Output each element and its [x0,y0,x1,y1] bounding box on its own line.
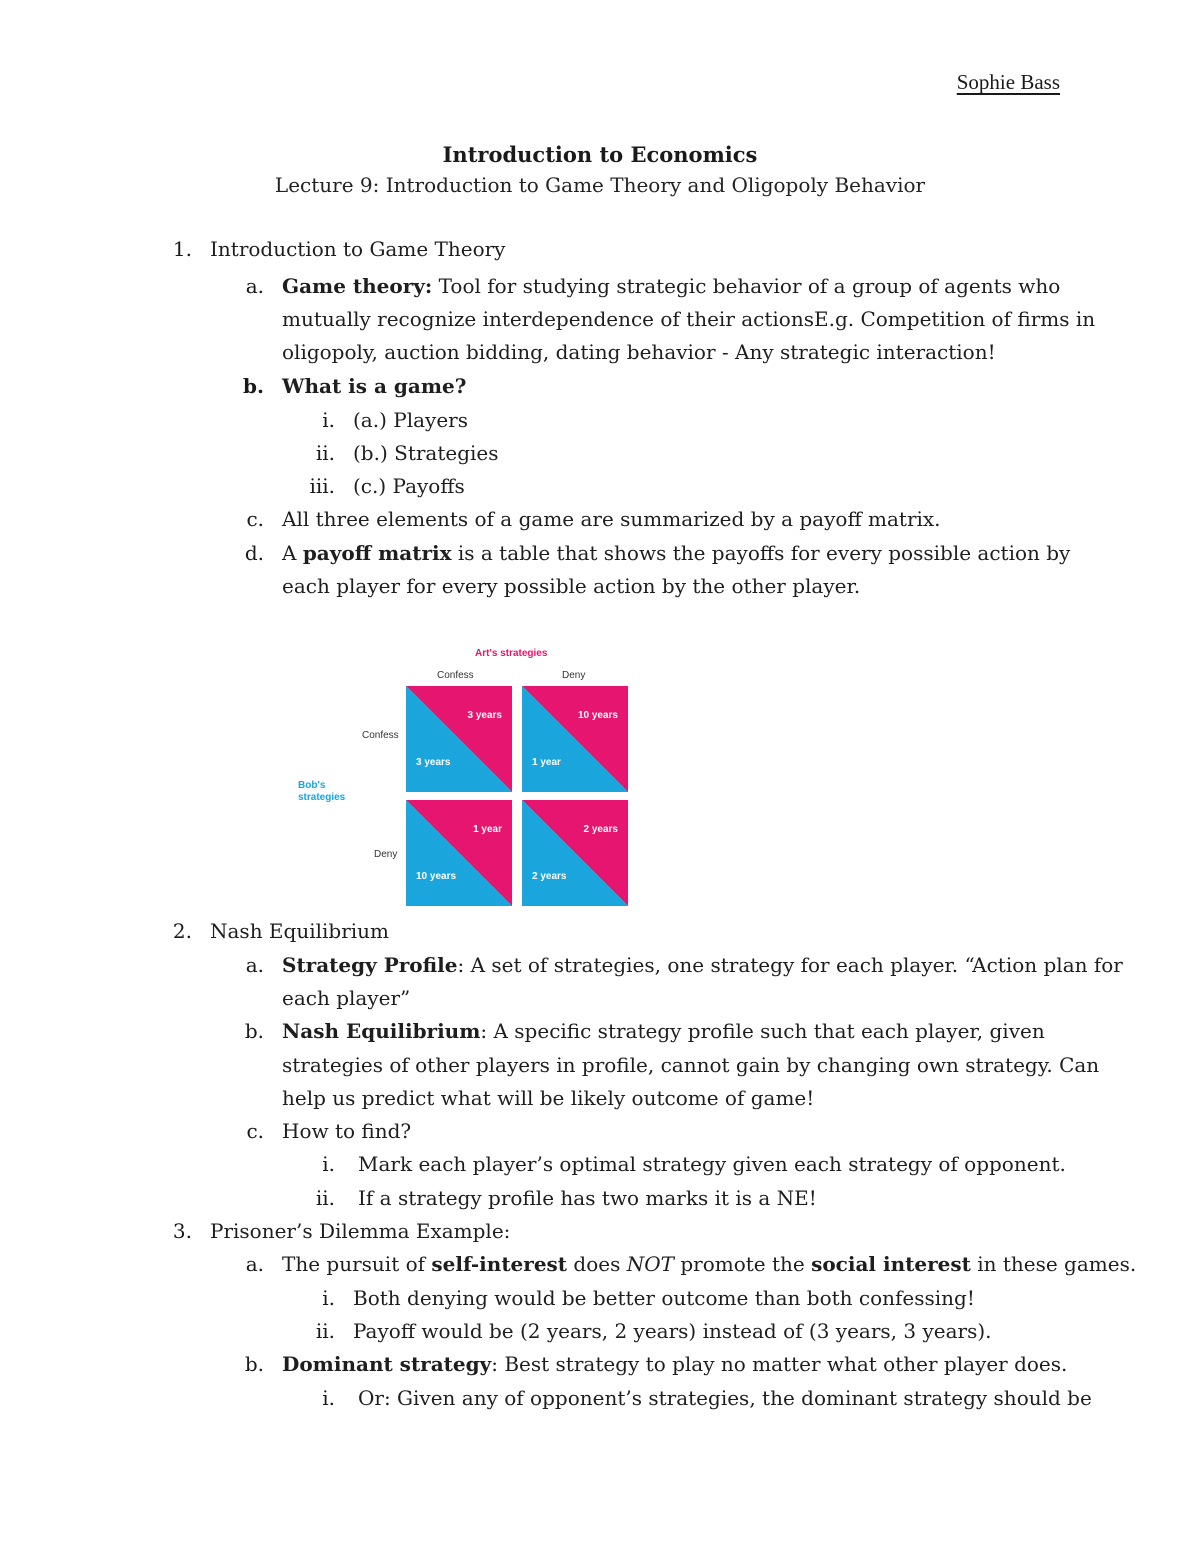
item-label: b. [243,374,264,398]
self-interest-statement [282,1248,1136,1281]
art-payoff: 2 years [583,824,618,835]
term: payoff matrix [302,541,452,565]
payoff-cell [522,686,628,792]
text-line: help us predict what will be likely outcome of game! [282,1086,815,1110]
payoff-cell [406,800,512,906]
item-label: b. [244,1019,264,1043]
list-item: (a.) Players [353,408,468,432]
payoff-cell [406,686,512,792]
text-line: strategies of other players in profile, cannot gain by changing own strategy. Can [282,1053,1100,1077]
payoff-matrix-definition [282,537,1070,570]
list-item: Payoff would be (2 years, 2 years) instead of (3 years, 3 years). [353,1319,992,1343]
subitem-label: ii. [315,1319,335,1343]
row-player-title [298,780,345,804]
strategy-profile-definition [282,949,1123,982]
list-item: (c.) Payoffs [353,474,465,498]
text-line: oligopoly, auction bidding, dating behavior - Any strategic interaction! [282,340,996,364]
text: in these games. [970,1252,1137,1276]
author-name: Sophie Bass [956,70,1060,94]
term: Nash Equilibrium [282,1019,481,1043]
text: : A set of strategies, one strategy for each player. “Action plan for [457,953,1123,977]
bob-payoff: 2 years [532,871,567,882]
subitem-label: ii. [315,1186,335,1210]
nash-equilibrium-definition [282,1015,1045,1048]
section-heading: Introduction to Game Theory [210,237,506,261]
list-item: Mark each player’s optimal strategy given each strategy of opponent. [358,1152,1066,1176]
cell-graphic [406,800,512,906]
text-line: each player” [282,986,411,1010]
item-label: a. [245,1252,264,1276]
list-item: Or: Given any of opponent’s strategies, the dominant strategy should be [358,1386,1092,1410]
row-player-line: strategies [298,792,346,803]
cell-graphic [522,686,628,792]
term: Dominant strategy [282,1352,492,1376]
text-line: All three elements of a game are summarized by a payoff matrix. [282,507,941,531]
term: self-interest [431,1252,568,1276]
text-line: How to find? [282,1119,412,1143]
subitem-label: i. [322,408,335,432]
row-player-line: Bob's [298,780,326,791]
row-label-deny: Deny [374,849,398,860]
text: : A specific strategy profile such that each player, given [480,1019,1045,1043]
text: promote the [673,1252,812,1276]
document-title: Introduction to Economics [442,142,758,167]
emphasis: NOT [626,1252,674,1276]
text: is a table that shows the payoffs for every possible action by [451,541,1071,565]
game-theory-definition [282,270,1060,303]
text: : Best strategy to play no matter what other player does. [491,1352,1068,1376]
item-label: a. [245,274,264,298]
subitem-label: i. [322,1152,335,1176]
section-number: 1. [172,237,192,261]
text: A [282,541,303,565]
text: Tool for studying strategic behavior of a group of agents who [432,274,1061,298]
subitem-label: iii. [309,474,335,498]
term: social interest [811,1252,971,1276]
section-heading: Nash Equilibrium [210,919,390,943]
lecture-subtitle: Lecture 9: Introduction to Game Theory and Oligopoly Behavior [274,173,926,197]
cell-graphic [522,800,628,906]
row-label-confess: Confess [362,730,399,741]
subitem-label: i. [322,1386,335,1410]
column-label-confess: Confess [437,670,474,681]
text-line: each player for every possible action by the other player. [282,574,861,598]
payoff-matrix-figure [290,640,640,910]
list-item: Both denying would be better outcome than both confessing! [353,1286,975,1310]
what-is-game-heading: What is a game? [282,374,467,398]
bob-payoff: 10 years [416,871,457,882]
item-label: c. [246,1119,264,1143]
term: Strategy Profile [282,953,458,977]
section-number: 3. [172,1219,192,1243]
list-item: (b.) Strategies [353,441,499,465]
bob-payoff: 3 years [416,757,451,768]
subitem-label: i. [322,1286,335,1310]
art-payoff: 10 years [577,710,618,721]
list-item: If a strategy profile has two marks it is a NE! [358,1186,817,1210]
bob-payoff: 1 year [532,757,561,768]
column-player-title: Art's strategies [475,648,548,659]
item-label: a. [245,953,264,977]
item-label: b. [244,1352,264,1376]
term: Game theory: [282,274,433,298]
column-label-deny: Deny [562,670,586,681]
section-number: 2. [172,919,192,943]
payoff-cell [522,800,628,906]
art-payoff: 1 year [473,824,502,835]
section-heading: Prisoner’s Dilemma Example: [210,1219,511,1243]
text: does [567,1252,627,1276]
text-line: mutually recognize interdependence of their actionsE.g. Competition of firms in [282,307,1096,331]
dominant-strategy-definition [282,1348,1067,1381]
text: The pursuit of [282,1252,432,1276]
cell-graphic [406,686,512,792]
item-label: d. [244,541,264,565]
art-payoff: 3 years [467,710,502,721]
item-label: c. [246,507,264,531]
subitem-label: ii. [315,441,335,465]
